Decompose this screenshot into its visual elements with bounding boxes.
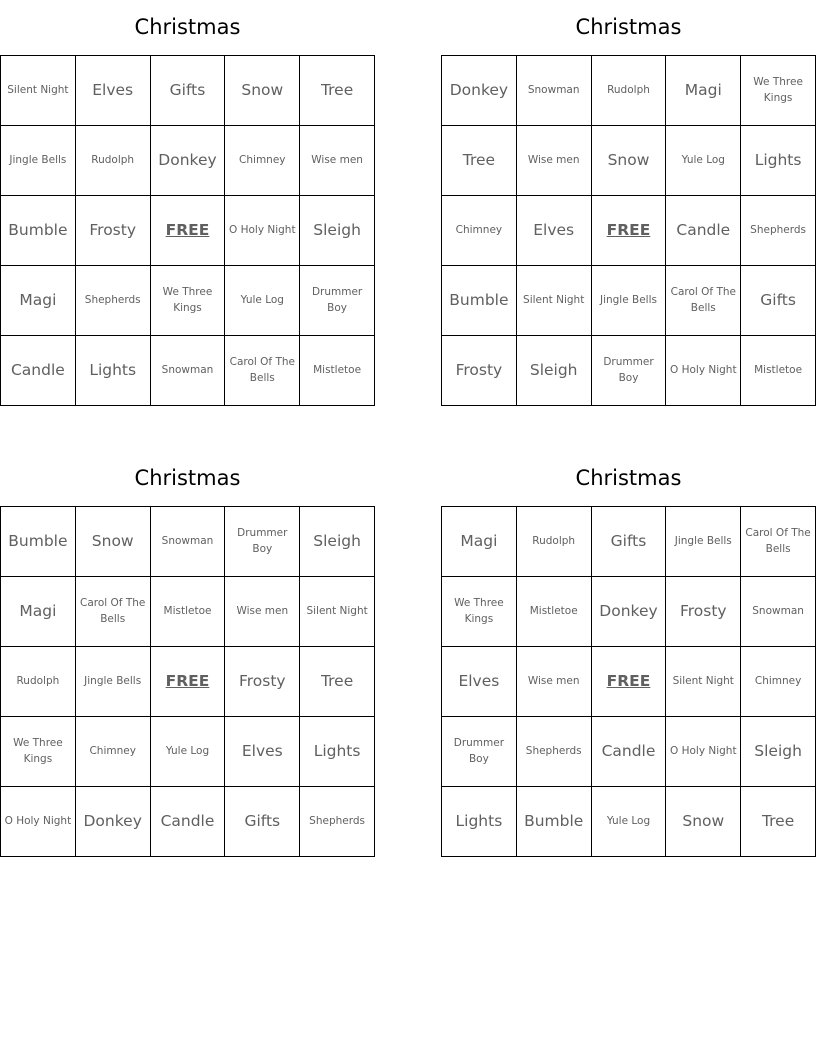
bingo-cell: Donkey (592, 577, 667, 647)
bingo-cell: Carol Of The Bells (741, 507, 816, 577)
bingo-cell: Gifts (225, 787, 300, 857)
bingo-cell: Wise men (225, 577, 300, 647)
bingo-cell: Elves (76, 56, 151, 126)
bingo-cell: We Three Kings (151, 266, 226, 336)
bingo-cell: Tree (741, 787, 816, 857)
bingo-cell: Rudolph (517, 507, 592, 577)
bingo-cell: Tree (442, 126, 517, 196)
bingo-cell: Sleigh (741, 717, 816, 787)
bingo-cell: Rudolph (1, 647, 76, 717)
bingo-cell: Frosty (442, 336, 517, 406)
bingo-cell: Wise men (300, 126, 375, 196)
bingo-cell: Donkey (151, 126, 226, 196)
bingo-cell: We Three Kings (1, 717, 76, 787)
free-space: FREE (592, 196, 667, 266)
bingo-cell: Snow (225, 56, 300, 126)
bingo-cell: Yule Log (151, 717, 226, 787)
bingo-grid (0, 55, 375, 406)
bingo-cell: Jingle Bells (666, 507, 741, 577)
bingo-cell: Donkey (442, 56, 517, 126)
bingo-cell: Shepherds (517, 717, 592, 787)
bingo-cell: Magi (1, 266, 76, 336)
bingo-cell: Candle (666, 196, 741, 266)
bingo-cell: Sleigh (300, 507, 375, 577)
bingo-cell: Magi (1, 577, 76, 647)
bingo-cell: Sleigh (517, 336, 592, 406)
bingo-cell: Drummer Boy (442, 717, 517, 787)
bingo-cell: Shepherds (300, 787, 375, 857)
bingo-cell: O Holy Night (666, 717, 741, 787)
bingo-cell: Candle (1, 336, 76, 406)
bingo-cell: Carol Of The Bells (666, 266, 741, 336)
bingo-cell: Jingle Bells (592, 266, 667, 336)
bingo-cell: Wise men (517, 126, 592, 196)
bingo-cell: Snowman (151, 336, 226, 406)
bingo-cell: Shepherds (741, 196, 816, 266)
bingo-cell: Lights (741, 126, 816, 196)
bingo-cell: Shepherds (76, 266, 151, 336)
bingo-cell: Chimney (76, 717, 151, 787)
free-space: FREE (151, 647, 226, 717)
bingo-cell: We Three Kings (442, 577, 517, 647)
bingo-cell: Snowman (151, 507, 226, 577)
bingo-cell: Elves (517, 196, 592, 266)
card-title: Christmas (575, 466, 682, 490)
bingo-cell: We Three Kings (741, 56, 816, 126)
bingo-cell: O Holy Night (1, 787, 76, 857)
bingo-cell: Snow (76, 507, 151, 577)
bingo-cell: Lights (76, 336, 151, 406)
bingo-card-1 (0, 0, 375, 406)
bingo-cell: Silent Night (1, 56, 76, 126)
bingo-grid (441, 506, 816, 857)
bingo-cell: Frosty (76, 196, 151, 266)
bingo-card-4 (441, 451, 816, 857)
bingo-cell: Lights (300, 717, 375, 787)
bingo-cell: Gifts (592, 507, 667, 577)
free-space: FREE (592, 647, 667, 717)
bingo-cell: Gifts (741, 266, 816, 336)
bingo-cell: Drummer Boy (225, 507, 300, 577)
bingo-cell: Yule Log (225, 266, 300, 336)
bingo-cell: Yule Log (592, 787, 667, 857)
bingo-cell: Tree (300, 647, 375, 717)
bingo-cell: Bumble (1, 196, 76, 266)
bingo-cell: Candle (592, 717, 667, 787)
bingo-cell: Chimney (225, 126, 300, 196)
card-title: Christmas (134, 466, 241, 490)
bingo-cell: Magi (442, 507, 517, 577)
bingo-cell: O Holy Night (666, 336, 741, 406)
bingo-cell: Drummer Boy (300, 266, 375, 336)
bingo-cell: Mistletoe (517, 577, 592, 647)
bingo-grid (0, 506, 375, 857)
bingo-cell: Magi (666, 56, 741, 126)
bingo-card-3 (0, 451, 375, 857)
bingo-cell: Chimney (442, 196, 517, 266)
bingo-cell: Tree (300, 56, 375, 126)
bingo-cell: Candle (151, 787, 226, 857)
bingo-cell: Lights (442, 787, 517, 857)
bingo-cell: Snow (592, 126, 667, 196)
bingo-cell: Silent Night (517, 266, 592, 336)
bingo-cell: Bumble (442, 266, 517, 336)
bingo-grid (441, 55, 816, 406)
bingo-cell: Rudolph (76, 126, 151, 196)
bingo-cell: Snowman (517, 56, 592, 126)
card-title: Christmas (134, 15, 241, 39)
bingo-cell: Gifts (151, 56, 226, 126)
bingo-cell: O Holy Night (225, 196, 300, 266)
bingo-cell: Frosty (225, 647, 300, 717)
bingo-cell: Frosty (666, 577, 741, 647)
bingo-cell: Elves (225, 717, 300, 787)
bingo-cell: Snow (666, 787, 741, 857)
bingo-cell: Silent Night (666, 647, 741, 717)
card-title: Christmas (575, 15, 682, 39)
bingo-cell: Donkey (76, 787, 151, 857)
bingo-cell: Jingle Bells (76, 647, 151, 717)
bingo-cell: Jingle Bells (1, 126, 76, 196)
bingo-cell: Snowman (741, 577, 816, 647)
bingo-cell: Mistletoe (741, 336, 816, 406)
bingo-card-2 (441, 0, 816, 406)
bingo-cell: Silent Night (300, 577, 375, 647)
free-space: FREE (151, 196, 226, 266)
bingo-cell: Carol Of The Bells (225, 336, 300, 406)
bingo-cell: Rudolph (592, 56, 667, 126)
bingo-cell: Elves (442, 647, 517, 717)
bingo-cell: Sleigh (300, 196, 375, 266)
bingo-cell: Chimney (741, 647, 816, 717)
bingo-cell: Carol Of The Bells (76, 577, 151, 647)
bingo-cell: Bumble (1, 507, 76, 577)
bingo-cell: Wise men (517, 647, 592, 717)
bingo-cell: Drummer Boy (592, 336, 667, 406)
bingo-cell: Mistletoe (151, 577, 226, 647)
bingo-cell: Mistletoe (300, 336, 375, 406)
bingo-cell: Yule Log (666, 126, 741, 196)
bingo-cell: Bumble (517, 787, 592, 857)
